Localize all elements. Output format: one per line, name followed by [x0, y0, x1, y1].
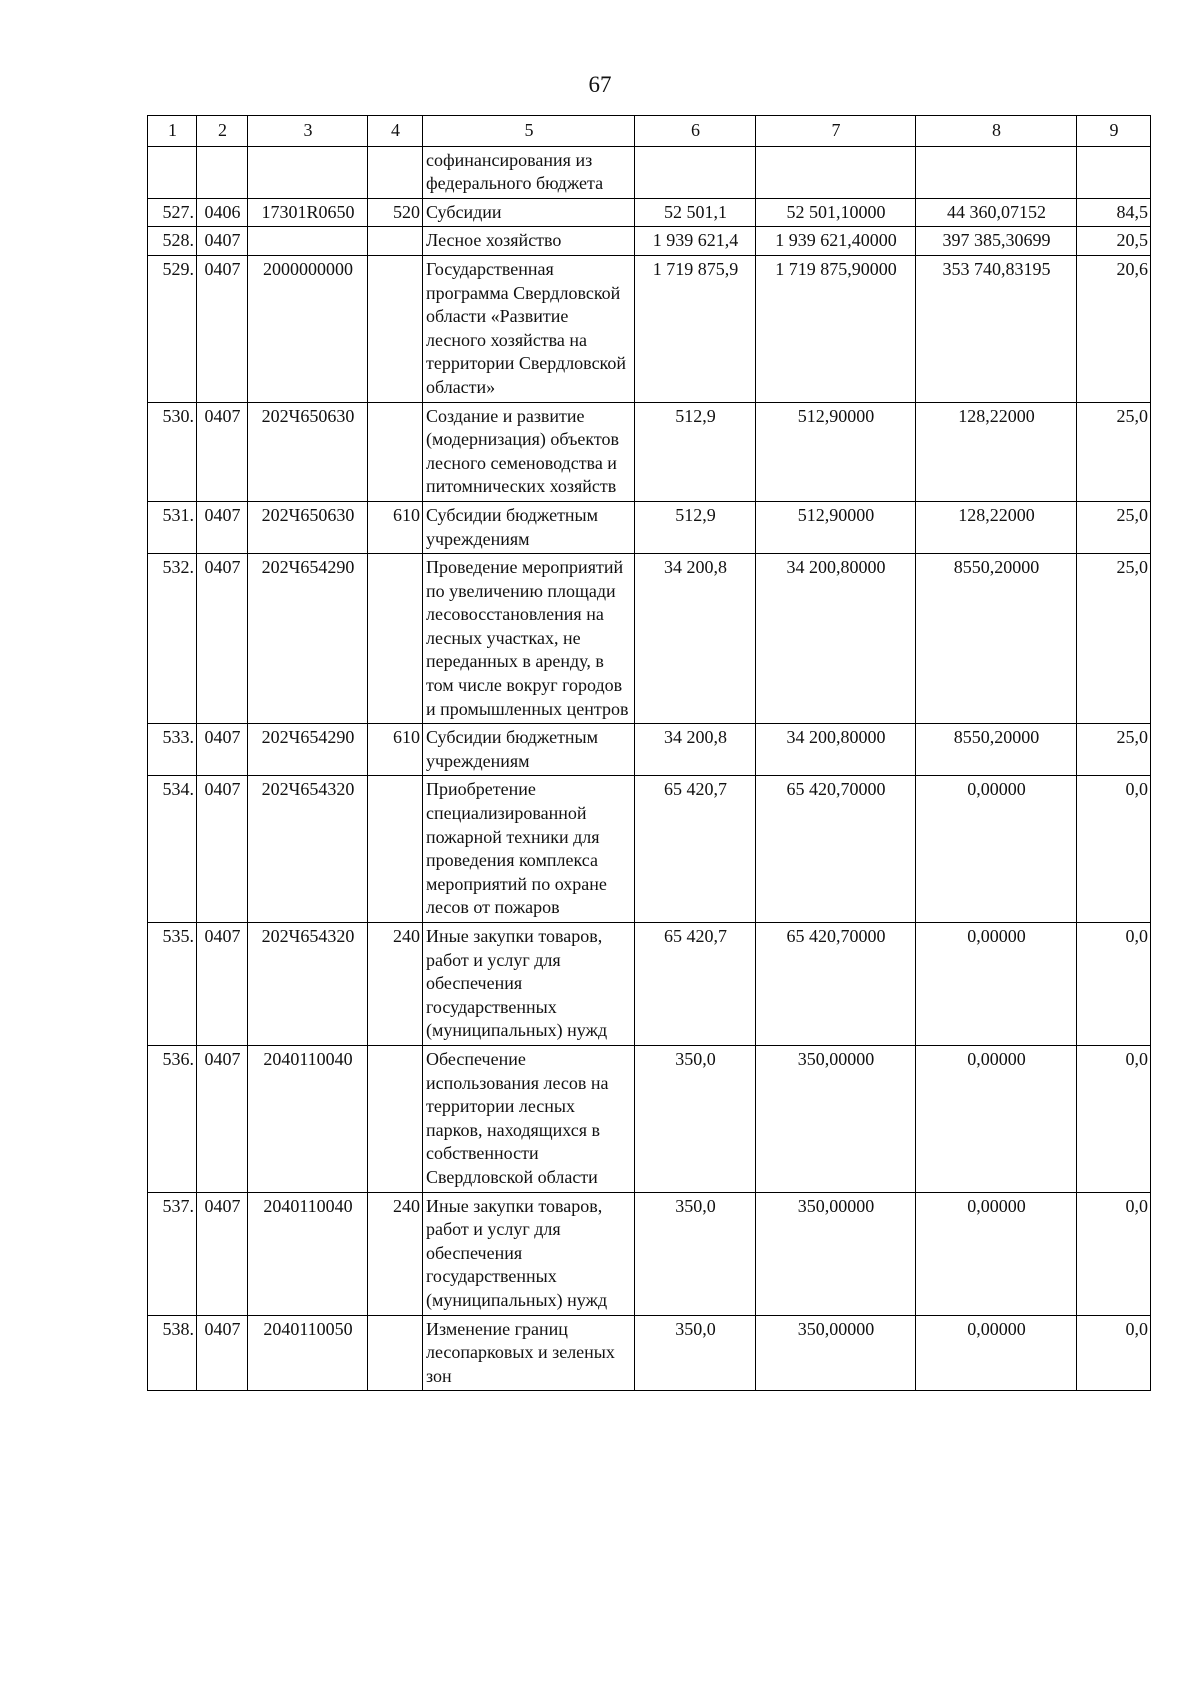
execution-percent-cell: 0,0: [1077, 923, 1151, 1046]
row-number-cell: 535.: [148, 923, 197, 1046]
row-number-cell: 533.: [148, 724, 197, 776]
table-row: [148, 255, 1151, 402]
approved-amount-cell: 512,9: [635, 501, 756, 553]
table-header-row: [148, 116, 1151, 147]
column-header: 7: [756, 116, 916, 147]
table-row: [148, 402, 1151, 501]
table-row: [148, 776, 1151, 923]
executed-amount-cell: 0,00000: [916, 1045, 1077, 1192]
execution-percent-cell: 0,0: [1077, 1315, 1151, 1391]
expense-type-cell: 610: [368, 501, 423, 553]
row-number-cell: 536.: [148, 1045, 197, 1192]
target-article-cell: 202Ч650630: [248, 501, 368, 553]
item-name-cell: Изменение границ лесопарковых и зеленых зон: [423, 1315, 635, 1391]
row-number-cell: 529.: [148, 255, 197, 402]
executed-amount-cell: 0,00000: [916, 923, 1077, 1046]
planned-amount-cell: 65 420,70000: [756, 923, 916, 1046]
executed-amount-cell: 353 740,83195: [916, 255, 1077, 402]
expense-type-cell: [368, 255, 423, 402]
executed-amount-cell: 0,00000: [916, 1315, 1077, 1391]
table-row: [148, 724, 1151, 776]
planned-amount-cell: 34 200,80000: [756, 724, 916, 776]
row-number-cell: 528.: [148, 227, 197, 256]
table-row: [148, 1192, 1151, 1315]
expense-type-cell: [368, 776, 423, 923]
table-row: [148, 227, 1151, 256]
section-code-cell: 0407: [197, 227, 248, 256]
item-name-cell: Субсидии бюджетным учреждениям: [423, 501, 635, 553]
column-header: 3: [248, 116, 368, 147]
approved-amount-cell: 350,0: [635, 1315, 756, 1391]
table-row: [148, 923, 1151, 1046]
table-row: [148, 146, 1151, 198]
execution-percent-cell: 20,6: [1077, 255, 1151, 402]
executed-amount-cell: 128,22000: [916, 402, 1077, 501]
item-name-cell: Лесное хозяйство: [423, 227, 635, 256]
column-header: 5: [423, 116, 635, 147]
approved-amount-cell: 52 501,1: [635, 198, 756, 227]
page-number: 67: [588, 72, 612, 97]
expense-type-cell: 610: [368, 724, 423, 776]
section-code-cell: 0407: [197, 923, 248, 1046]
table-row: [148, 554, 1151, 724]
item-name-cell: Иные закупки товаров, работ и услуг для обеспечения государственных (муниципальных) нужд: [423, 923, 635, 1046]
table-row: [148, 501, 1151, 553]
row-number-cell: 534.: [148, 776, 197, 923]
approved-amount-cell: 350,0: [635, 1192, 756, 1315]
planned-amount-cell: 34 200,80000: [756, 554, 916, 724]
row-number-cell: 530.: [148, 402, 197, 501]
expense-type-cell: [368, 402, 423, 501]
item-name-cell: Государственная программа Свердловской области «Развитие лесного хозяйства на территории Свердловской области»: [423, 255, 635, 402]
item-name-cell: Проведение мероприятий по увеличению площади лесовосстановления на лесных участках, не переданных в аренду, в том числе вокруг городов и промышленных центров: [423, 554, 635, 724]
approved-amount-cell: [635, 146, 756, 198]
table-row: [148, 1315, 1151, 1391]
planned-amount-cell: 512,90000: [756, 402, 916, 501]
target-article-cell: [248, 227, 368, 256]
item-name-cell: Обеспечение использования лесов на территории лесных парков, находящихся в собственности Свердловской области: [423, 1045, 635, 1192]
executed-amount-cell: 0,00000: [916, 776, 1077, 923]
planned-amount-cell: 350,00000: [756, 1315, 916, 1391]
column-header: 6: [635, 116, 756, 147]
planned-amount-cell: 65 420,70000: [756, 776, 916, 923]
approved-amount-cell: 65 420,7: [635, 923, 756, 1046]
approved-amount-cell: 34 200,8: [635, 724, 756, 776]
row-number-cell: [148, 146, 197, 198]
row-number-cell: 537.: [148, 1192, 197, 1315]
section-code-cell: 0407: [197, 1045, 248, 1192]
item-name-cell: Субсидии бюджетным учреждениям: [423, 724, 635, 776]
executed-amount-cell: [916, 146, 1077, 198]
planned-amount-cell: [756, 146, 916, 198]
executed-amount-cell: 44 360,07152: [916, 198, 1077, 227]
budget-table: [147, 115, 1151, 1391]
execution-percent-cell: 25,0: [1077, 402, 1151, 501]
target-article-cell: 202Ч654290: [248, 554, 368, 724]
row-number-cell: 531.: [148, 501, 197, 553]
column-header: 2: [197, 116, 248, 147]
approved-amount-cell: 65 420,7: [635, 776, 756, 923]
item-name-cell: софинансирования из федерального бюджета: [423, 146, 635, 198]
column-header: 9: [1077, 116, 1151, 147]
approved-amount-cell: 34 200,8: [635, 554, 756, 724]
approved-amount-cell: 512,9: [635, 402, 756, 501]
row-number-cell: 538.: [148, 1315, 197, 1391]
target-article-cell: 202Ч654290: [248, 724, 368, 776]
row-number-cell: 532.: [148, 554, 197, 724]
section-code-cell: 0407: [197, 724, 248, 776]
section-code-cell: 0407: [197, 1315, 248, 1391]
section-code-cell: 0407: [197, 776, 248, 923]
item-name-cell: Субсидии: [423, 198, 635, 227]
column-header: 8: [916, 116, 1077, 147]
section-code-cell: 0407: [197, 554, 248, 724]
execution-percent-cell: 25,0: [1077, 501, 1151, 553]
row-number-cell: 527.: [148, 198, 197, 227]
planned-amount-cell: 350,00000: [756, 1192, 916, 1315]
expense-type-cell: [368, 146, 423, 198]
expense-type-cell: 240: [368, 1192, 423, 1315]
execution-percent-cell: 0,0: [1077, 1192, 1151, 1315]
executed-amount-cell: 128,22000: [916, 501, 1077, 553]
section-code-cell: [197, 146, 248, 198]
column-header: 1: [148, 116, 197, 147]
executed-amount-cell: 8550,20000: [916, 554, 1077, 724]
section-code-cell: 0407: [197, 501, 248, 553]
target-article-cell: 2000000000: [248, 255, 368, 402]
expense-type-cell: 240: [368, 923, 423, 1046]
section-code-cell: 0407: [197, 402, 248, 501]
planned-amount-cell: 52 501,10000: [756, 198, 916, 227]
table-row: [148, 198, 1151, 227]
execution-percent-cell: [1077, 146, 1151, 198]
target-article-cell: 202Ч654320: [248, 923, 368, 1046]
expense-type-cell: [368, 1315, 423, 1391]
section-code-cell: 0406: [197, 198, 248, 227]
expense-type-cell: [368, 227, 423, 256]
executed-amount-cell: 397 385,30699: [916, 227, 1077, 256]
execution-percent-cell: 25,0: [1077, 724, 1151, 776]
target-article-cell: 17301R0650: [248, 198, 368, 227]
approved-amount-cell: 350,0: [635, 1045, 756, 1192]
execution-percent-cell: 0,0: [1077, 1045, 1151, 1192]
target-article-cell: 2040110050: [248, 1315, 368, 1391]
item-name-cell: Приобретение специализированной пожарной техники для проведения комплекса мероприятий по охране лесов от пожаров: [423, 776, 635, 923]
section-code-cell: 0407: [197, 255, 248, 402]
expense-type-cell: [368, 1045, 423, 1192]
planned-amount-cell: 350,00000: [756, 1045, 916, 1192]
target-article-cell: 2040110040: [248, 1192, 368, 1315]
item-name-cell: Иные закупки товаров, работ и услуг для обеспечения государственных (муниципальных) нужд: [423, 1192, 635, 1315]
planned-amount-cell: 1 939 621,40000: [756, 227, 916, 256]
executed-amount-cell: 0,00000: [916, 1192, 1077, 1315]
target-article-cell: 2040110040: [248, 1045, 368, 1192]
executed-amount-cell: 8550,20000: [916, 724, 1077, 776]
planned-amount-cell: 512,90000: [756, 501, 916, 553]
execution-percent-cell: 25,0: [1077, 554, 1151, 724]
planned-amount-cell: 1 719 875,90000: [756, 255, 916, 402]
approved-amount-cell: 1 719 875,9: [635, 255, 756, 402]
column-header: 4: [368, 116, 423, 147]
item-name-cell: Создание и развитие (модернизация) объектов лесного семеноводства и питомнических хозяйств: [423, 402, 635, 501]
expense-type-cell: [368, 554, 423, 724]
execution-percent-cell: 0,0: [1077, 776, 1151, 923]
target-article-cell: 202Ч654320: [248, 776, 368, 923]
target-article-cell: [248, 146, 368, 198]
section-code-cell: 0407: [197, 1192, 248, 1315]
execution-percent-cell: 20,5: [1077, 227, 1151, 256]
approved-amount-cell: 1 939 621,4: [635, 227, 756, 256]
table-row: [148, 1045, 1151, 1192]
target-article-cell: 202Ч650630: [248, 402, 368, 501]
expense-type-cell: 520: [368, 198, 423, 227]
execution-percent-cell: 84,5: [1077, 198, 1151, 227]
